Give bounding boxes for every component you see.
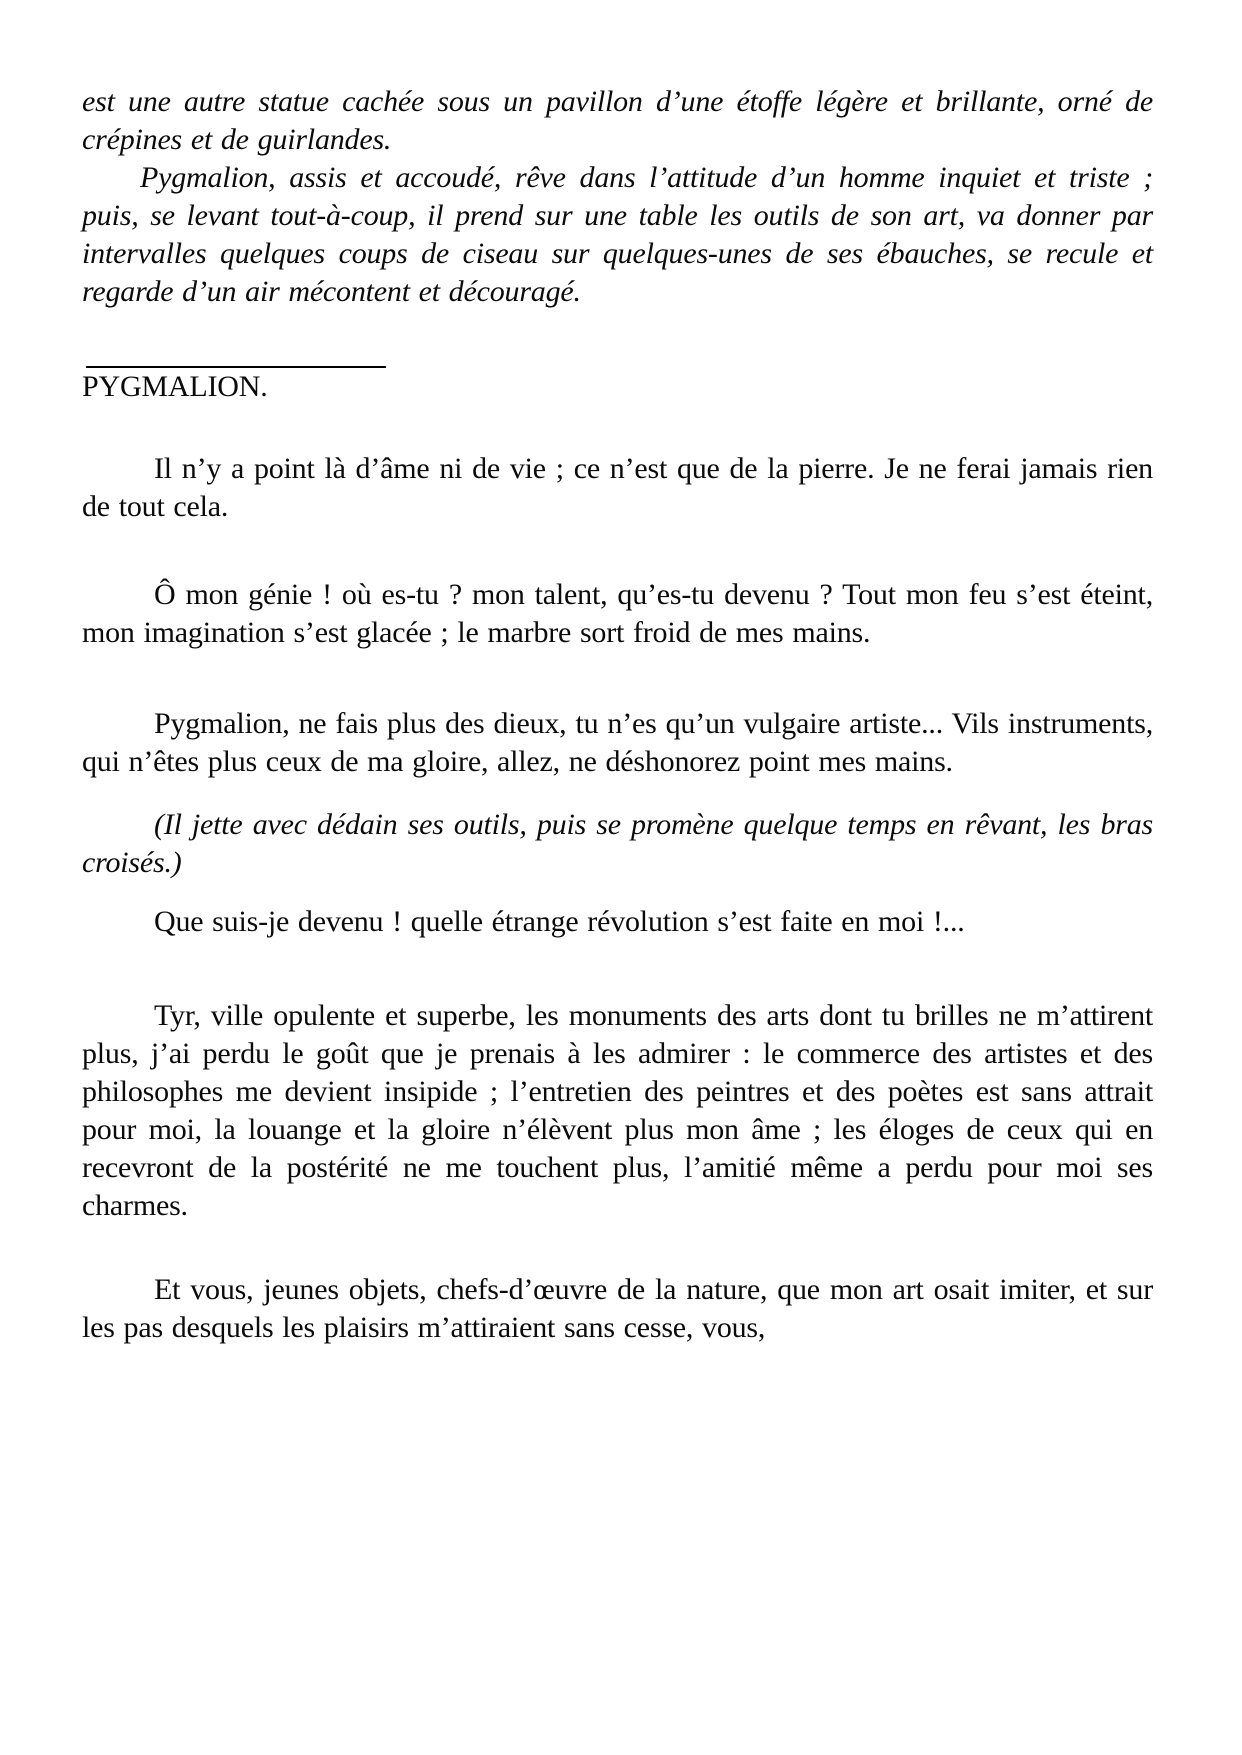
character-name-heading: PYGMALION.: [82, 370, 268, 403]
speech-paragraph: Et vous, jeunes objets, chefs-d’œuvre de la nature, que mon art osait imiter, et sur les pas desquels les plaisirs m’attiraient sans cesse, vous,: [82, 1273, 1153, 1344]
stage-direction-paragraph: (Il jette avec dédain ses outils, puis se promène quelque temps en rêvant, les bras croisés.): [82, 808, 1153, 879]
speech-paragraph: Tyr, ville opulente et superbe, les monuments des arts dont tu brilles ne m’attirent plus, j’ai perdu le goût que je prenais à les admirer : le commerce des artistes et des philosophes me devient insipide ; l’entretien des peintres et des poètes est sans attrait pour moi, la louange et la gloire n’élèvent plus mon âme ; les éloges de ceux qui en recevront de la postérité ne me touchent plus, l’amitié même a perdu pour moi ses charmes.: [82, 999, 1153, 1222]
speech-paragraph: Pygmalion, ne fais plus des dieux, tu n’es qu’un vulgaire artiste... Vils instruments, qui n’êtes plus ceux de ma gloire, allez, ne déshonorez point mes mains.: [82, 707, 1153, 778]
intro-stage-description-line: est une autre statue cachée sous un pavillon d’une étoffe légère et brillante, orné de crépines et de guirlandes.: [82, 85, 1153, 156]
speech-paragraph: Ô mon génie ! où es-tu ? mon talent, qu’es-tu devenu ? Tout mon feu s’est éteint, mon imagination s’est glacée ; le marbre sort froid de mes mains.: [82, 578, 1153, 649]
speech-paragraph: Que suis-je devenu ! quelle étrange révolution s’est faite en moi !...: [154, 905, 965, 938]
intro-stage-description-paragraph: Pygmalion, assis et accoudé, rêve dans l’attitude d’un homme inquiet et triste ; puis, se levant tout-à-coup, il prend sur une table les outils de son art, va donner par intervalles quelques coups de ciseau sur quelques-unes de ses ébauches, se recule et regarde d’un air mécontent et découragé.: [82, 161, 1153, 308]
speech-paragraph: Il n’y a point là d’âme ni de vie ; ce n’est que de la pierre. Je ne ferai jamais rien de tout cela.: [82, 452, 1153, 523]
